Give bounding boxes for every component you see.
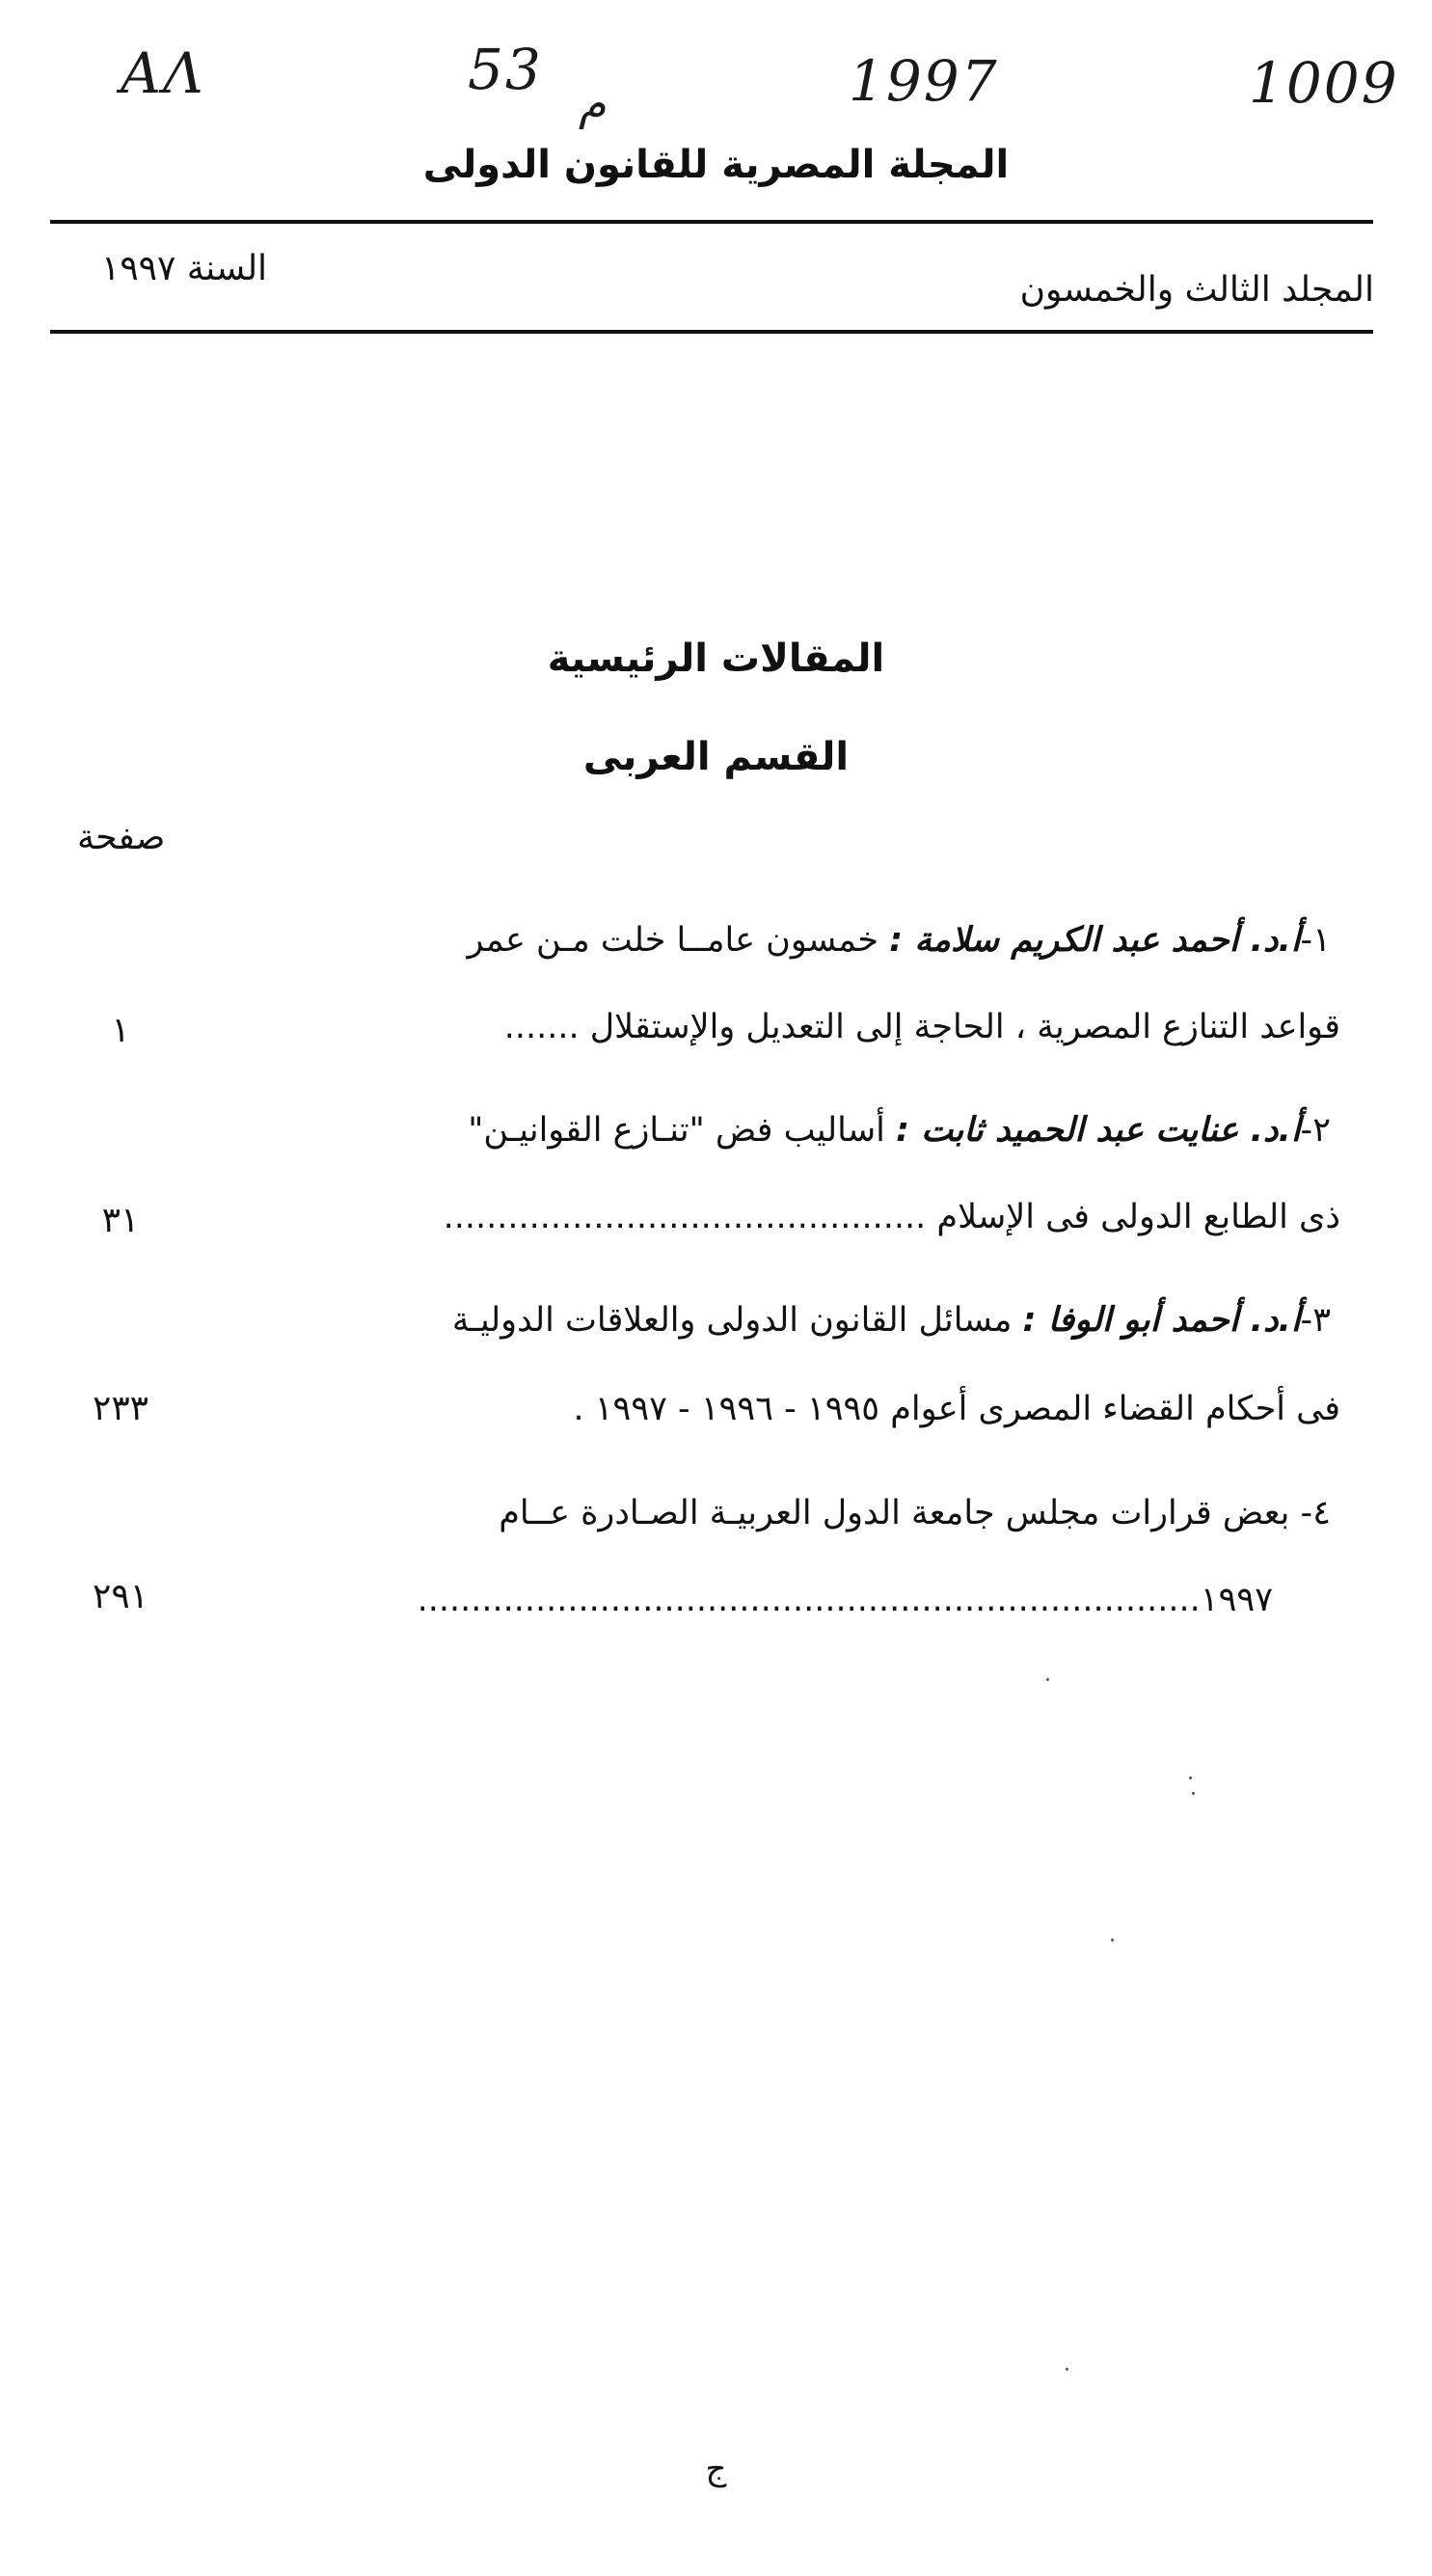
- toc-entry-1-page: ١: [111, 1011, 130, 1050]
- entry-title-start: خمسون عامــا خلت مـن عمر: [467, 921, 890, 960]
- handwritten-issue: 53: [468, 37, 543, 102]
- handwritten-year: 1997: [849, 48, 999, 114]
- toc-entry-3-line1: [451, 1301, 1331, 1340]
- scan-speck: [1046, 1678, 1049, 1681]
- entry-title-start: مسائل القانون الدولى والعلاقات الدوليـة: [451, 1301, 1023, 1340]
- scan-speck: [1189, 1776, 1192, 1779]
- entry-number: ٤-: [1300, 1494, 1331, 1532]
- toc-entry-4-line1: [499, 1494, 1331, 1532]
- entry-author: أ.د. أحمد عبد الكريم سلامة :: [889, 921, 1301, 960]
- journal-title: المجلة المصرية للقانون الدولى: [422, 143, 1010, 187]
- page-column-label: صفحة: [77, 818, 166, 857]
- scan-speck: [1066, 2368, 1068, 2371]
- entry-title-start: بعض قرارات مجلس جامعة الدول العربيـة الصـادرة عــام: [499, 1494, 1301, 1532]
- toc-entry-3-page: ٢٣٣: [92, 1389, 149, 1428]
- toc-entry-4-page: ٢٩١: [92, 1577, 149, 1616]
- entry-author: أ.د. أحمد أبو الوفا :: [1022, 1301, 1301, 1340]
- arabic-section-heading: القسم العربى: [582, 735, 850, 779]
- toc-entry-2-line1: [468, 1111, 1331, 1150]
- toc-entry-1-line1: [467, 921, 1332, 960]
- toc-entry-3-line2: فى أحكام القضاء المصرى أعوام ١٩٩٥ - ١٩٩٦ - ١٩٩٧ .: [573, 1390, 1340, 1428]
- entry-number: ٢-: [1300, 1111, 1331, 1150]
- volume-label: المجلد الثالث والخمسون: [1019, 270, 1374, 310]
- toc-entry-1-line2: قواعد التنازع المصرية ، الحاجة إلى التعديل والإستقلال .......: [503, 1008, 1340, 1046]
- scan-speck: [1192, 1792, 1195, 1795]
- handwritten-code: ΑΛ: [121, 41, 205, 106]
- toc-entry-2-page: ٣١: [101, 1201, 140, 1240]
- entry-number: ١-: [1300, 921, 1331, 960]
- entry-number: ٣-: [1300, 1301, 1331, 1340]
- main-articles-heading: المقالات الرئيسية: [547, 637, 885, 681]
- page-folio: ج: [705, 2450, 727, 2488]
- handwritten-catalog: 1009: [1249, 50, 1399, 116]
- handwritten-mark: م: [579, 77, 607, 129]
- masthead-bottom-rule: [50, 330, 1373, 334]
- year-label: السنة ١٩٩٧: [101, 249, 268, 288]
- entry-author: أ.د. عنايت عبد الحميد ثابت :: [896, 1111, 1301, 1150]
- masthead-top-rule: [50, 220, 1373, 224]
- toc-entry-4-line2: ١٩٩٧.........................................................................: [417, 1581, 1273, 1619]
- scan-speck: [1111, 1939, 1114, 1941]
- entry-title-start: أساليب فض "تنـازع القوانيـن": [468, 1111, 897, 1150]
- toc-entry-2-line2: ذى الطابع الدولى فى الإسلام .............................................: [443, 1198, 1340, 1236]
